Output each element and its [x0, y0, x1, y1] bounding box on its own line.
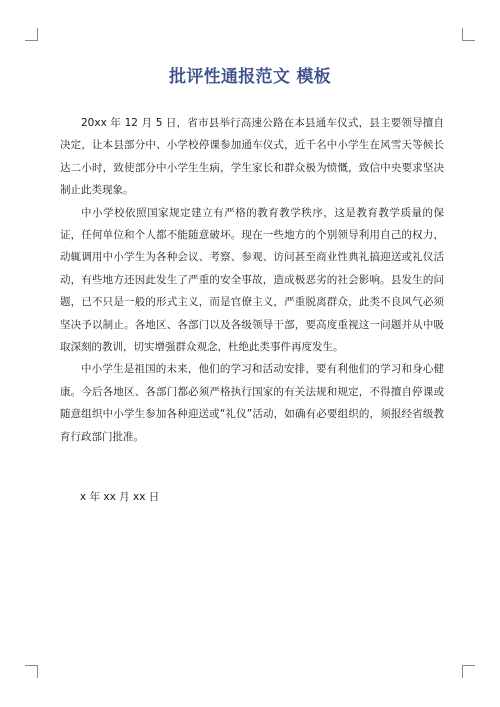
- paragraph-requirements: 中小学生是祖国的未来，他们的学习和活动安排，要有利他们的学习和身心健康。今后各地区、各部门都必须严格执行国家的有关法规和规定，不得擅自停课或随意组织中小学生参加各种迎送或“礼仪”活动，如确有必要组织的，须报经省级教育行政部门批准。: [60, 363, 444, 443]
- crop-mark-bottom-right: [462, 665, 475, 678]
- date-line: x 年 xx 月 xx 日: [80, 491, 160, 503]
- document-body: [60, 112, 444, 448]
- paragraph-incident: 20xx 年 12 月 5 日，省市县举行高速公路在本县通车仪式，县主要领导擅自决定，让本县部分中、小学校停课参加通车仪式，近千名中小学生在风雪天等候长达二小时，致使部分中小学生生病，学生家长和群众极为愤慨，致信中央要求坚决制止此类现象。: [60, 117, 444, 197]
- crop-mark-top-left: [25, 28, 38, 41]
- crop-mark-top-right: [462, 28, 475, 41]
- crop-mark-bottom-left: [25, 665, 38, 678]
- document-title: 批评性通报范文 模板: [169, 67, 331, 87]
- paragraph-criticism: 中小学校依照国家规定建立有严格的教育教学秩序，这是教育教学质量的保证，任何单位和个人都不能随意破坏。现在一些地方的个别领导利用自己的权力，动辄调用中小学生为各种会议、考察、参观、访问甚至商业性典礼搞迎送或礼仪活动，有些地方还因此发生了严重的安全事故，造成极恶劣的社会影响。县发生的问题，已不只是一般的形式主义，而是官僚主义，严重脱离群众，此类不良风气必须坚决予以制止。各地区、各部门以及各级领导干部，要高度重视这一问题并从中吸取深刻的教训，切实增强群众观念，杜绝此类事件再度发生。: [60, 206, 444, 354]
